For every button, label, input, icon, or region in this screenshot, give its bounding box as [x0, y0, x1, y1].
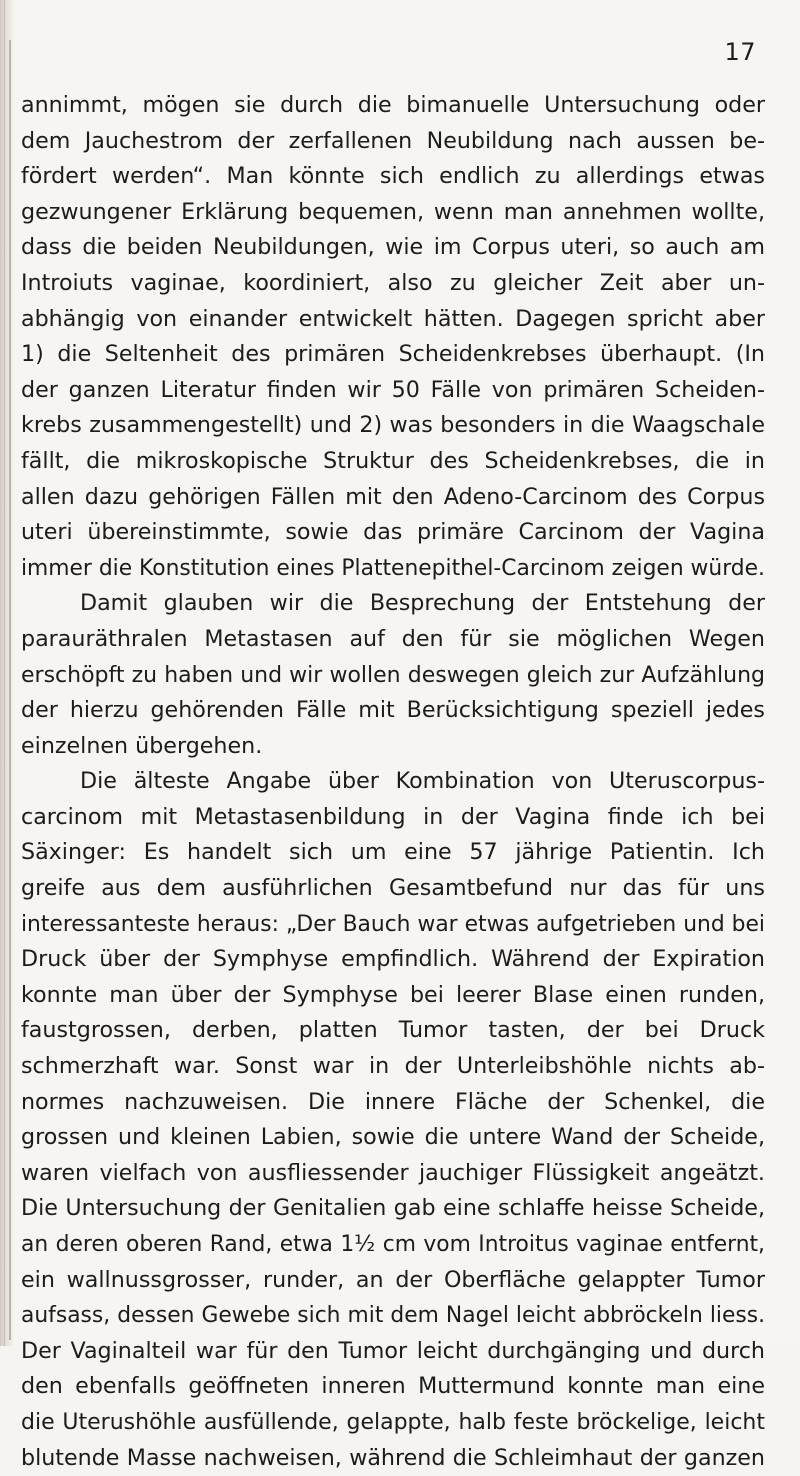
text-line: grossen und kleinen Labien, sowie die untere Wand der Scheide, [21, 1124, 765, 1151]
text-line: aufsass, dessen Gewebe sich mit dem Nagel leicht abbröckeln liess. [21, 1303, 765, 1329]
text-line: Druck über der Symphyse empfindlich. Während der Expiration [21, 946, 765, 973]
text-line: dem Jauchestrom der zerfallenen Neubildung nach aussen be- [21, 127, 765, 154]
text-line: der hierzu gehörenden Fälle mit Berücksichtigung speziell jedes [21, 697, 765, 724]
text-line: 1) die Seltenheit des primären Scheidenkrebses überhaupt. (In [21, 341, 765, 368]
text-line: abhängig von einander entwickelt hätten. Dagegen spricht aber [21, 305, 765, 332]
text-line: parauräthralen Metastasen auf den für sie möglichen Wegen [21, 625, 765, 652]
text-line: fördert werden“. Man könnte sich endlich zu allerdings etwas [21, 163, 765, 190]
binding-edge-line [9, 40, 11, 1340]
text-line: Der Vaginalteil war für den Tumor leicht durchgänging und durch [21, 1337, 765, 1364]
text-line: einzelnen übergehen. [21, 732, 263, 759]
text-line: ein wallnussgrosser, runder, an der Oberfläche gelappter Tumor [21, 1266, 765, 1293]
text-line: an deren oberen Rand, etwa 1½ cm vom Introitus vaginae entfernt, [21, 1232, 765, 1257]
text-line: Introiuts vaginae, koordiniert, also zu gleicher Zeit aber un- [21, 269, 765, 296]
text-line: blutende Masse nachweisen, während die Schleimhaut der ganzen [21, 1444, 765, 1471]
text-line: faustgrossen, derben, platten Tumor tasten, der bei Druck [21, 1017, 765, 1044]
text-line: interessanteste heraus: „Der Bauch war etwas aufgetrieben und bei [21, 911, 765, 937]
text-line: krebs zusammengestellt) und 2) was besonders in die Waagschale [21, 412, 765, 439]
text-line: Die Untersuchung der Genitalien gab eine schlaffe heisse Scheide, [21, 1195, 765, 1222]
text-line: der ganzen Literatur finden wir 50 Fälle von primären Scheiden- [21, 376, 765, 403]
binding-gutter [0, 0, 14, 1346]
text-line: gezwungener Erklärung bequemen, wenn man annehmen wollte, [21, 198, 765, 225]
text-line: schmerzhaft war. Sonst war in der Unterleibshöhle nichts ab- [21, 1053, 765, 1080]
binding-edge-line-outer [4, 0, 5, 1346]
text-line: waren vielfach von ausfliessender jauchiger Flüssigkeit angeätzt. [21, 1159, 765, 1186]
text-line: immer die Konstitution eines Plattenepithel-Carcinom zeigen würde. [21, 555, 765, 581]
text-line: uteri übereinstimmte, sowie das primäre Carcinom der Vagina [21, 519, 765, 546]
text-line: den ebenfalls geöffneten inneren Muttermund konnte man eine [21, 1373, 765, 1400]
page-number: 17 [724, 38, 756, 66]
text-line: greife aus dem ausführlichen Gesamtbefund nur das für uns [21, 875, 765, 902]
body-text [21, 88, 765, 1476]
text-line: die Uterushöhle ausfüllende, gelappte, halb feste bröckelige, leicht [21, 1409, 765, 1435]
text-line: annimmt, mögen sie durch die bimanuelle Untersuchung oder [21, 92, 765, 118]
text-line: konnte man über der Symphyse bei leerer Blase einen runden, [21, 981, 765, 1008]
text-line: Damit glauben wir die Besprechung der Entstehung der [80, 590, 765, 617]
text-line: carcinom mit Metastasenbildung in der Vagina finde ich bei [21, 803, 765, 830]
text-line: Die älteste Angabe über Kombination von Uteruscorpus- [80, 768, 765, 795]
text-line: Säxinger: Es handelt sich um eine 57 jährige Patientin. Ich [21, 839, 765, 866]
text-line: erschöpft zu haben und wir wollen deswegen gleich zur Aufzählung [21, 662, 765, 688]
text-line: allen dazu gehörigen Fällen mit den Adeno-Carcinom des Corpus [21, 483, 765, 510]
text-line: fällt, die mikroskopische Struktur des Scheidenkrebses, die in [21, 447, 765, 474]
text-line: dass die beiden Neubildungen, wie im Corpus uteri, so auch am [21, 234, 765, 261]
text-line: normes nachzuweisen. Die innere Fläche der Schenkel, die [21, 1088, 765, 1115]
